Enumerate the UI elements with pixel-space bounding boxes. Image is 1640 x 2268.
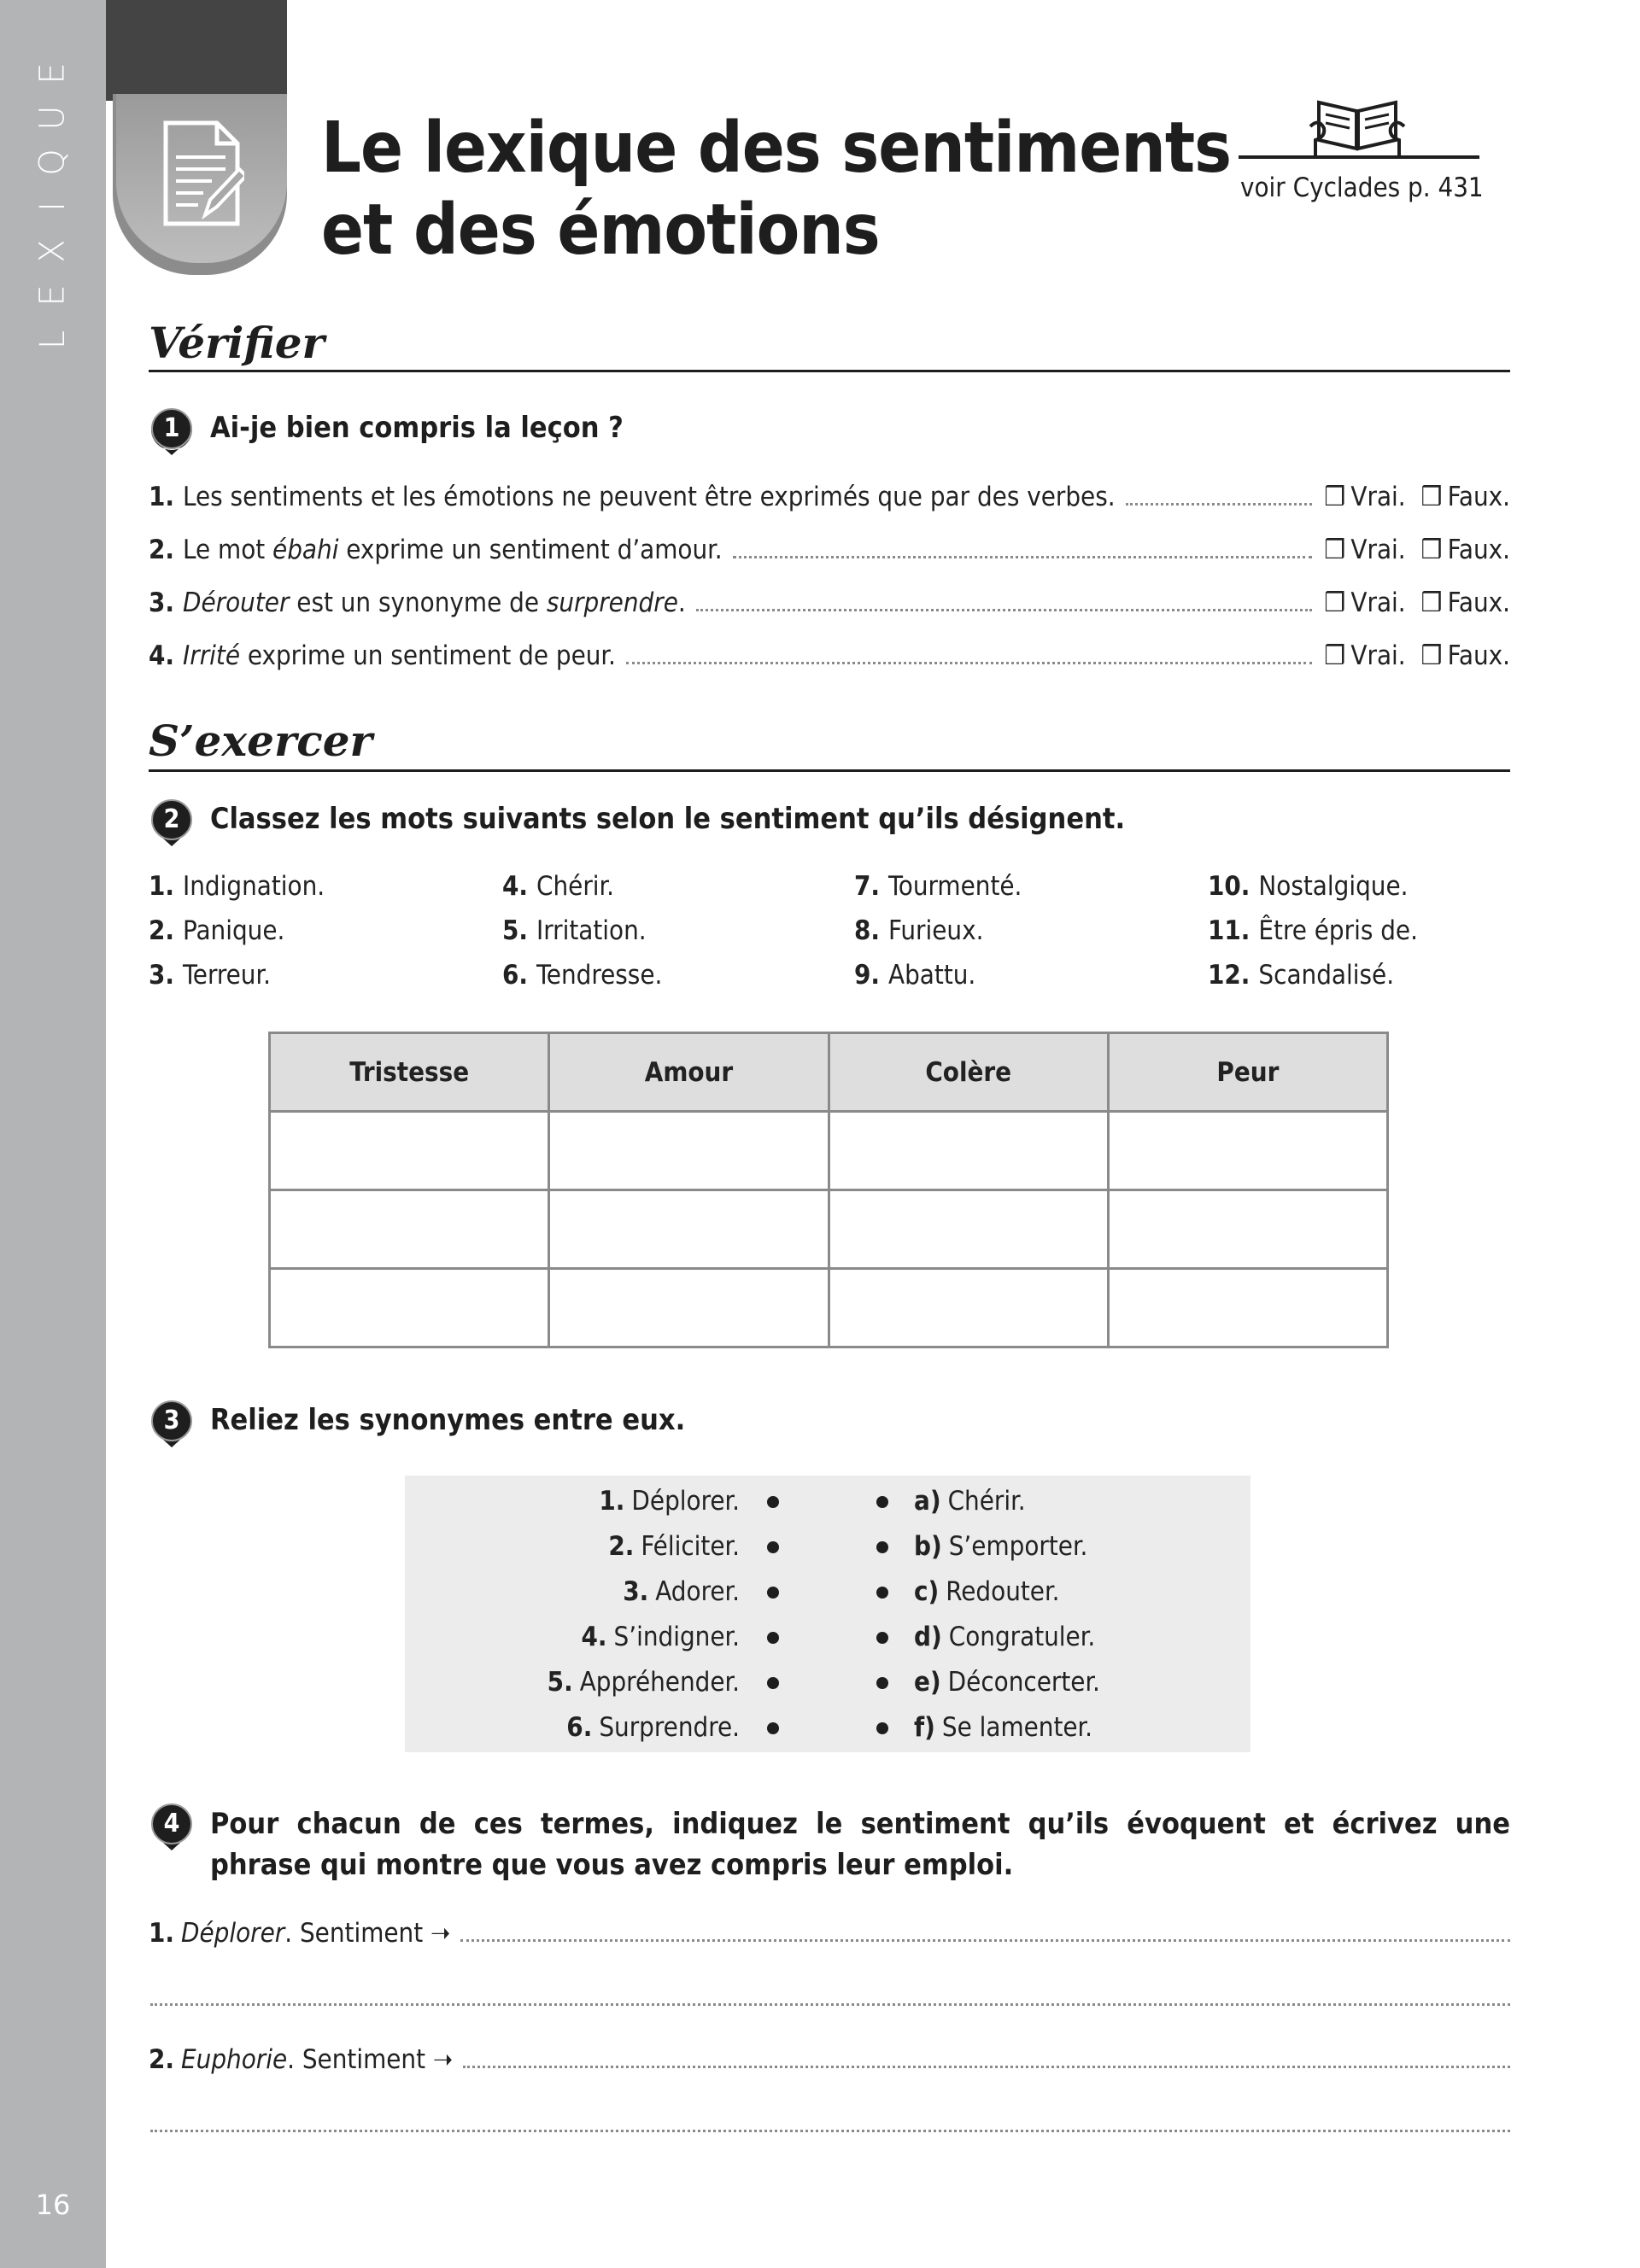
match-dot-right[interactable] [876, 1632, 888, 1644]
match-dot-right[interactable] [876, 1496, 888, 1508]
table-row [270, 1269, 1388, 1347]
sidebar-letter: E [33, 62, 73, 85]
table-cell[interactable] [829, 1269, 1108, 1347]
synonym-left-item: 4. S’indigner. [581, 1622, 740, 1652]
textbook-reference: voir Cyclades p. 431 [1240, 172, 1484, 203]
exercise-number-badge: 3 [150, 1400, 193, 1448]
synonym-matching-box [405, 1476, 1250, 1752]
word-item: 8. Furieux. [854, 915, 984, 946]
word-item: 11. Être épris de. [1208, 915, 1418, 946]
answer-row [149, 2041, 1510, 2078]
page-title [321, 108, 1231, 272]
exercise-instruction: Classez les mots suivants selon le sentiment qu’ils désignent. [210, 802, 1126, 836]
table-cell[interactable] [1108, 1269, 1387, 1347]
table-cell[interactable] [549, 1269, 829, 1347]
dotted-leader [696, 609, 1313, 611]
dotted-leader [626, 662, 1313, 664]
word-item: 10. Nostalgique. [1208, 871, 1409, 902]
checkbox-vrai[interactable]: ❒ Vrai. [1324, 482, 1406, 512]
match-dot-left[interactable] [767, 1677, 779, 1689]
answer-line[interactable] [150, 2130, 1510, 2132]
exercise-3-header [150, 1400, 685, 1448]
word-item: 5. Irritation. [502, 915, 647, 946]
sidebar-letter: U [33, 105, 73, 131]
answer-row [149, 1914, 1510, 1952]
answer-prompt: 1. Déplorer. Sentiment ➝ [149, 1918, 451, 1949]
match-dot-right[interactable] [876, 1677, 888, 1689]
sidebar-letter: Q [32, 149, 73, 176]
section-title: Vérifier [149, 318, 325, 368]
word-item: 12. Scandalisé. [1208, 960, 1395, 991]
table-cell[interactable] [1108, 1190, 1387, 1269]
word-item: 6. Tendresse. [502, 960, 663, 991]
synonym-left-item: 2. Féliciter. [608, 1531, 740, 1562]
match-dot-left[interactable] [767, 1541, 779, 1553]
exercise-number-badge: 4 [150, 1803, 193, 1851]
question-text: 2. Le mot ébahi exprime un sentiment d’amour. [149, 535, 723, 565]
answer-prompt: 2. Euphorie. Sentiment ➝ [149, 2044, 454, 2075]
table-cell[interactable] [829, 1112, 1108, 1190]
dotted-leader [1126, 503, 1313, 506]
table-header-colere: Colère [829, 1033, 1108, 1112]
table-header-peur: Peur [1108, 1033, 1387, 1112]
checkbox-vrai[interactable]: ❒ Vrai. [1324, 587, 1406, 618]
synonym-left-item: 1. Déplorer. [599, 1486, 740, 1517]
table-cell[interactable] [549, 1112, 829, 1190]
page-number: 16 [35, 2189, 71, 2221]
synonym-right-item: a) Chérir. [914, 1486, 1026, 1517]
match-dot-right[interactable] [876, 1722, 888, 1734]
question-text: 4. Irrité exprime un sentiment de peur. [149, 640, 616, 671]
exercise-number-badge: 1 [150, 408, 193, 456]
match-dot-right[interactable] [876, 1587, 888, 1599]
question-row [149, 637, 1510, 675]
question-row [149, 478, 1510, 516]
checkbox-vrai[interactable]: ❒ Vrai. [1324, 640, 1406, 671]
synonym-right-item: d) Congratuler. [914, 1622, 1096, 1652]
exercise-1-header [150, 408, 624, 456]
table-header-row [270, 1033, 1388, 1112]
sidebar-letter: L [32, 330, 73, 350]
table-header-tristesse: Tristesse [270, 1033, 549, 1112]
sidebar [0, 0, 106, 2268]
table-row [270, 1190, 1388, 1269]
exercise-instruction: Pour chacun de ces termes, indiquez le sentiment qu’ils évoquent et écrivez une phrase qui montre que vous avez compris leur emploi. [210, 1807, 1510, 1882]
word-item: 4. Chérir. [502, 871, 615, 902]
sidebar-section-label [34, 51, 72, 362]
reading-book-icon [1237, 92, 1481, 161]
synonym-left-item: 3. Adorer. [623, 1576, 740, 1607]
table-cell[interactable] [549, 1190, 829, 1269]
word-item: 3. Terreur. [149, 960, 271, 991]
match-dot-left[interactable] [767, 1632, 779, 1644]
document-edit-icon [161, 120, 244, 229]
section-heading-verifier [149, 318, 1510, 372]
answer-line[interactable] [150, 2003, 1510, 2006]
header-bar [106, 0, 287, 101]
match-dot-left[interactable] [767, 1496, 779, 1508]
classification-table [268, 1032, 1389, 1348]
synonym-right-item: e) Déconcerter. [914, 1667, 1100, 1698]
word-item: 1. Indignation. [149, 871, 325, 902]
answer-line[interactable] [460, 1939, 1510, 1942]
sidebar-letter: X [33, 239, 73, 263]
word-item: 2. Panique. [149, 915, 285, 946]
match-dot-right[interactable] [876, 1541, 888, 1553]
question-text: 3. Dérouter est un synonyme de surprendre. [149, 587, 686, 618]
table-cell[interactable] [829, 1190, 1108, 1269]
synonym-right-item: c) Redouter. [914, 1576, 1060, 1607]
synonym-right-item: b) S’emporter. [914, 1531, 1088, 1562]
checkbox-faux[interactable]: ❒ Faux. [1420, 535, 1510, 565]
exercise-2-header [150, 799, 1125, 847]
exercise-instruction: Reliez les synonymes entre eux. [210, 1403, 686, 1437]
word-item: 7. Tourmenté. [854, 871, 1022, 902]
synonym-left-item: 6. Surprendre. [566, 1712, 740, 1743]
checkbox-vrai[interactable]: ❒ Vrai. [1324, 535, 1406, 565]
table-cell[interactable] [270, 1269, 549, 1347]
checkbox-faux[interactable]: ❒ Faux. [1420, 587, 1510, 618]
synonym-right-item: f) Se lamenter. [914, 1712, 1093, 1743]
dotted-leader [733, 556, 1313, 558]
sidebar-letter: E [33, 284, 73, 307]
match-dot-left[interactable] [767, 1722, 779, 1734]
table-cell[interactable] [270, 1190, 549, 1269]
word-item: 9. Abattu. [854, 960, 976, 991]
synonym-left-item: 5. Appréhender. [547, 1667, 740, 1698]
question-text: 1. Les sentiments et les émotions ne peuvent être exprimés que par des verbes. [149, 482, 1116, 512]
match-dot-left[interactable] [767, 1587, 779, 1599]
exercise-instruction: Ai-je bien compris la leçon ? [210, 411, 624, 445]
checkbox-faux[interactable]: ❒ Faux. [1420, 482, 1510, 512]
exercise-number-badge: 2 [150, 799, 193, 847]
question-row [149, 584, 1510, 622]
question-row [149, 531, 1510, 569]
table-cell[interactable] [270, 1112, 549, 1190]
sidebar-letter: I [32, 202, 73, 212]
arrow-right-icon: ➝ [432, 2044, 454, 2075]
arrow-right-icon: ➝ [430, 1918, 451, 1949]
exercise-4-header [150, 1803, 1510, 1885]
section-heading-exercer [149, 716, 1510, 772]
table-cell[interactable] [1108, 1112, 1387, 1190]
table-header-amour: Amour [549, 1033, 829, 1112]
section-title: S’exercer [149, 716, 372, 766]
answer-line[interactable] [463, 2066, 1510, 2068]
checkbox-faux[interactable]: ❒ Faux. [1420, 640, 1510, 671]
title-line-1: Le lexique des sentiments [321, 108, 1232, 189]
table-row [270, 1112, 1388, 1190]
title-line-2: et des émotions [321, 190, 880, 271]
